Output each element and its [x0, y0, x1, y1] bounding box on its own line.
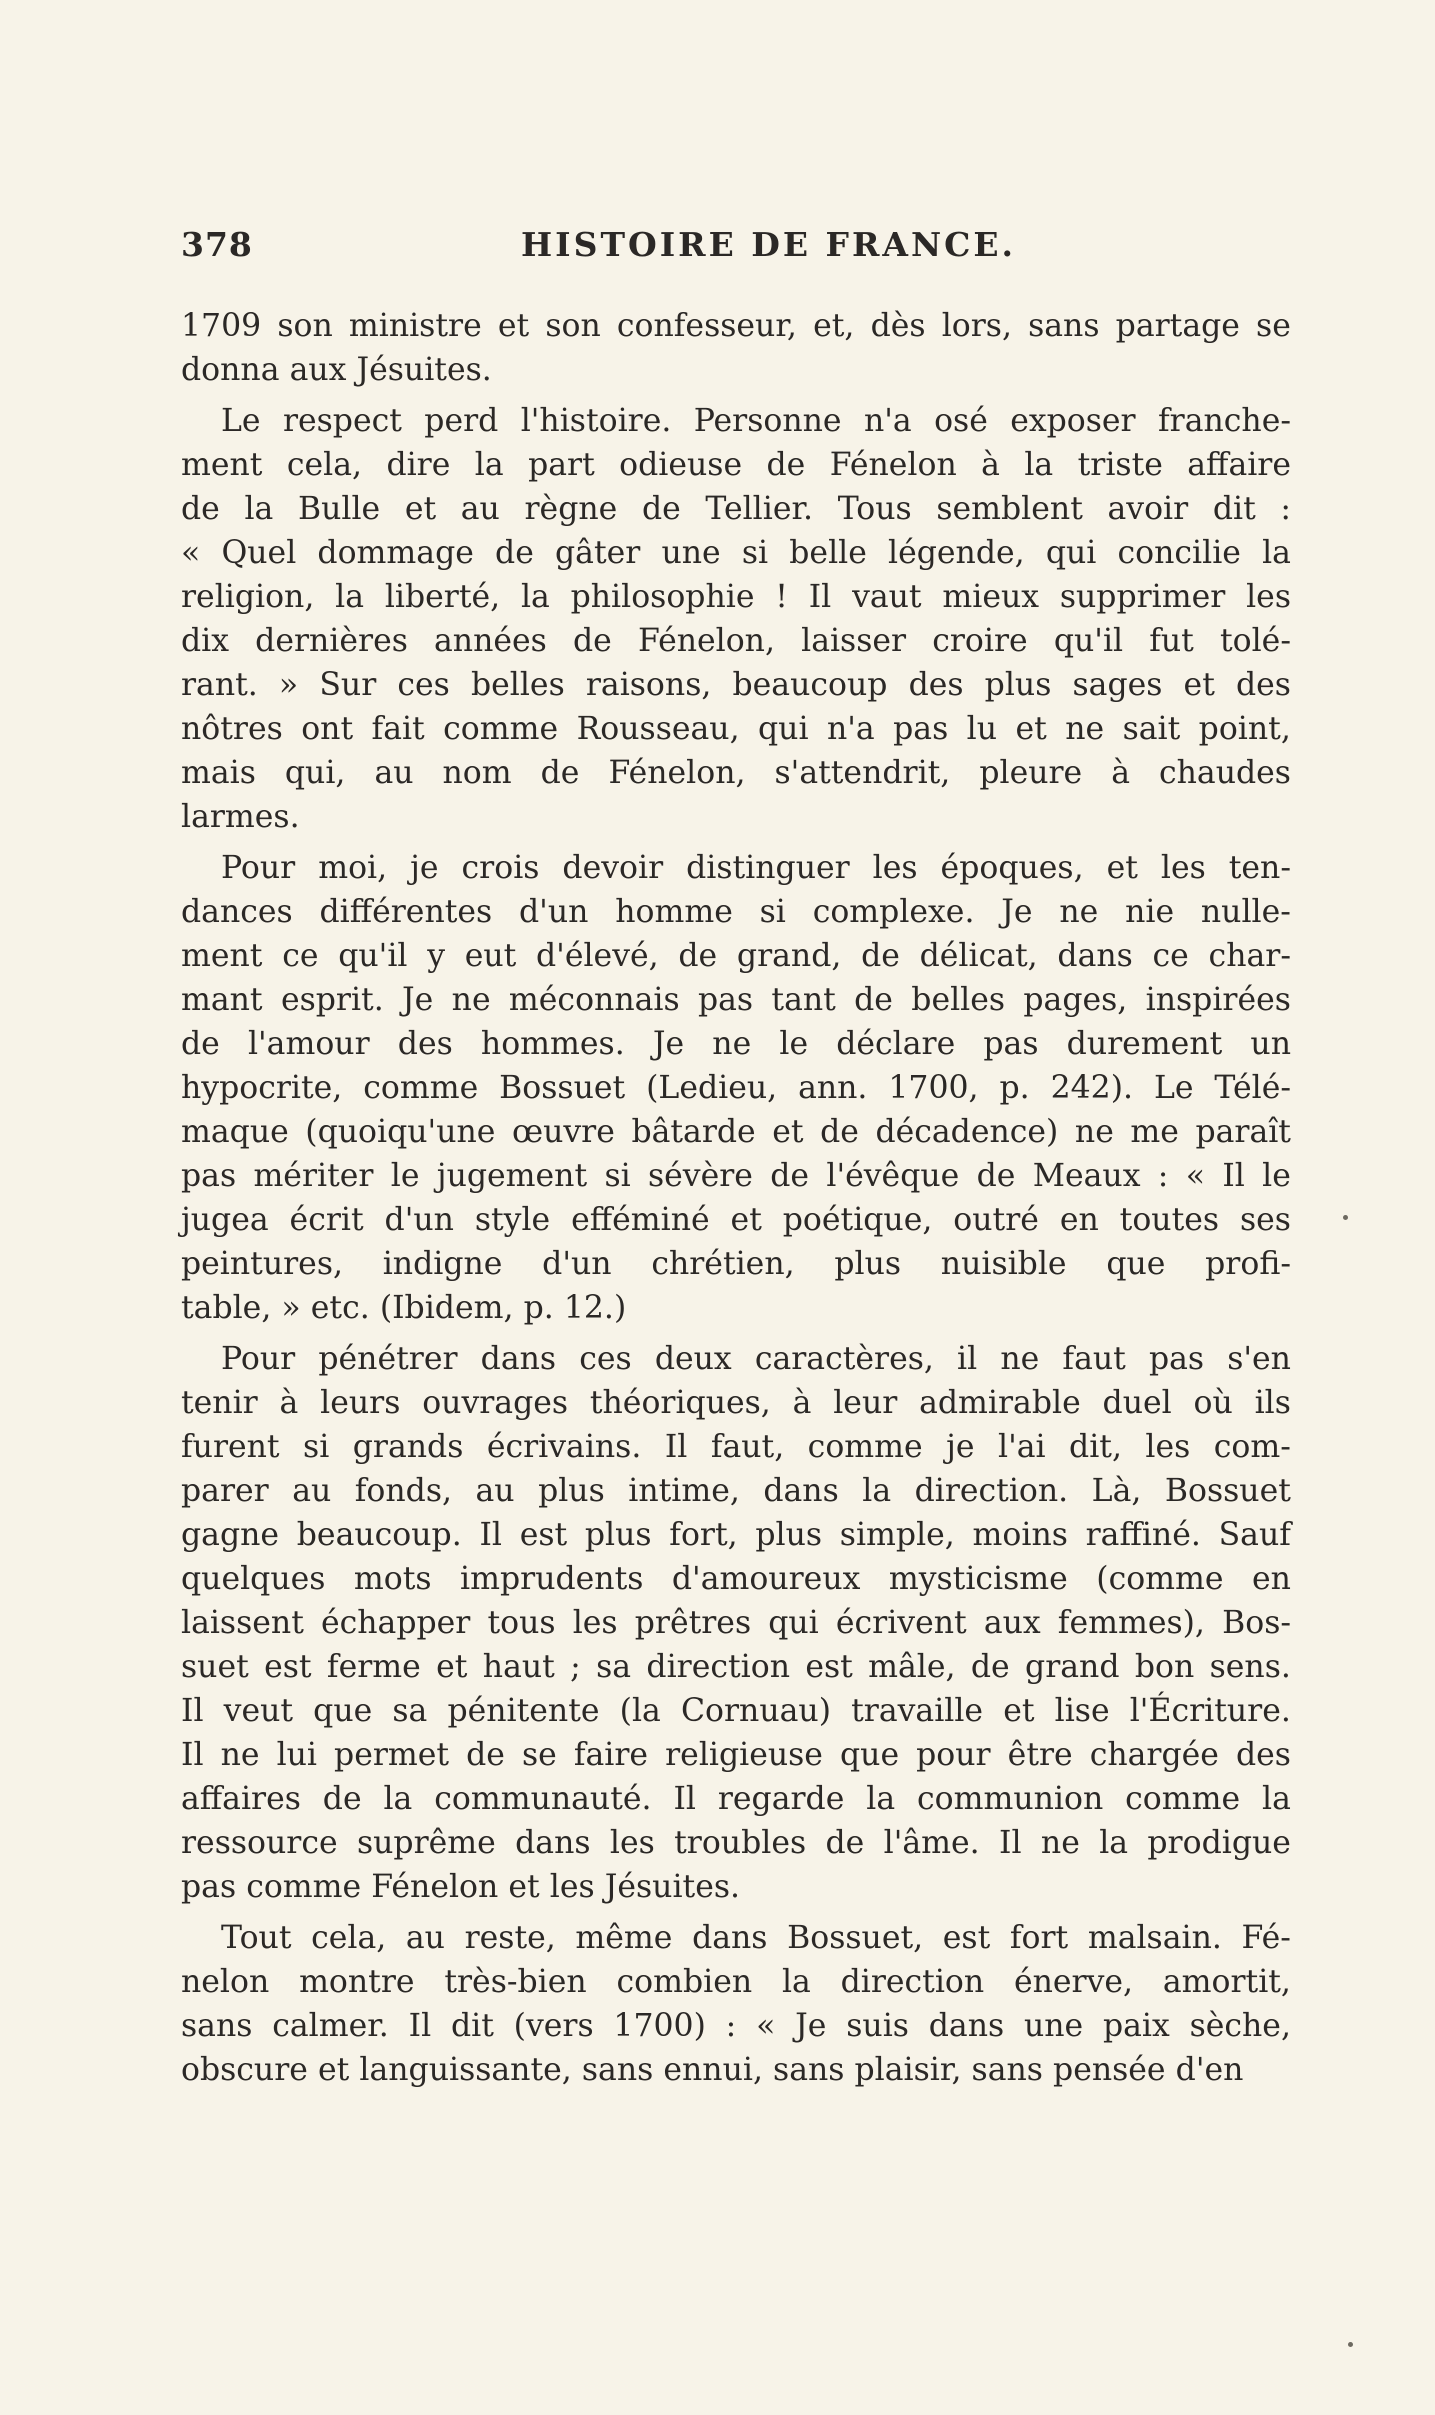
- paragraph-gap: [181, 1909, 1291, 1916]
- text-line: table, » etc. (Ibidem, p. 12.): [181, 1290, 627, 1326]
- text-line: pas mériter le jugement si sévère de l'évêque de Meaux : « Il le: [181, 1158, 1291, 1194]
- paper-speck: [1343, 1215, 1348, 1220]
- text-line: 1709 son ministre et son confesseur, et, dès lors, sans partage se: [181, 308, 1291, 344]
- text-line: jugea écrit d'un style efféminé et poétique, outré en toutes ses: [181, 1202, 1291, 1238]
- paragraph: [181, 304, 1291, 392]
- text-line: « Quel dommage de gâter une si belle légende, qui concilie la: [181, 535, 1291, 571]
- text-line: Il ne lui permet de se faire religieuse que pour être chargée des: [181, 1737, 1291, 1773]
- text-line: dances différentes d'un homme si complexe. Je ne nie nulle-: [181, 894, 1291, 930]
- body-text: [181, 304, 1291, 2092]
- paragraph-gap: [181, 839, 1291, 846]
- text-line: ment cela, dire la part odieuse de Fénelon à la triste affaire: [181, 447, 1291, 483]
- text-line: hypocrite, comme Bossuet (Ledieu, ann. 1700, p. 242). Le Télé-: [181, 1070, 1291, 1106]
- text-line: affaires de la communauté. Il regarde la communion comme la: [181, 1781, 1291, 1817]
- text-line: Il veut que sa pénitente (la Cornuau) travaille et lise l'Écriture.: [181, 1693, 1291, 1729]
- text-line: ment ce qu'il y eut d'élevé, de grand, de délicat, dans ce char-: [181, 938, 1291, 974]
- running-header: [181, 225, 1291, 275]
- running-title: HISTOIRE DE FRANCE.: [521, 225, 1017, 264]
- paragraph: [181, 1337, 1291, 1909]
- paragraph-gap: [181, 392, 1291, 399]
- paragraph: [181, 399, 1291, 839]
- paper-speck: [1348, 2342, 1353, 2347]
- paragraph: [181, 1916, 1291, 2092]
- text-line: nôtres ont fait comme Rousseau, qui n'a pas lu et ne sait point,: [181, 711, 1291, 747]
- text-line: Pour pénétrer dans ces deux caractères, il ne faut pas s'en: [221, 1341, 1291, 1377]
- text-line: laissent échapper tous les prêtres qui écrivent aux femmes), Bos-: [181, 1605, 1291, 1641]
- text-line: gagne beaucoup. Il est plus fort, plus simple, moins raffiné. Sauf: [181, 1517, 1291, 1553]
- paragraph: [181, 846, 1291, 1330]
- page-number: 378: [181, 225, 253, 264]
- paragraph-gap: [181, 1330, 1291, 1337]
- text-line: Pour moi, je crois devoir distinguer les époques, et les ten-: [221, 850, 1291, 886]
- text-line: de l'amour des hommes. Je ne le déclare pas durement un: [181, 1026, 1291, 1062]
- text-line: rant. » Sur ces belles raisons, beaucoup des plus sages et des: [181, 667, 1291, 703]
- text-line: sans calmer. Il dit (vers 1700) : « Je suis dans une paix sèche,: [181, 2008, 1291, 2044]
- text-line: religion, la liberté, la philosophie ! Il vaut mieux supprimer les: [181, 579, 1291, 615]
- text-line: maque (quoiqu'une œuvre bâtarde et de décadence) ne me paraît: [181, 1114, 1291, 1150]
- text-line: obscure et languissante, sans ennui, sans plaisir, sans pensée d'en: [181, 2052, 1244, 2088]
- text-line: mais qui, au nom de Fénelon, s'attendrit, pleure à chaudes: [181, 755, 1291, 791]
- text-line: dix dernières années de Fénelon, laisser croire qu'il fut tolé-: [181, 623, 1291, 659]
- text-line: de la Bulle et au règne de Tellier. Tous semblent avoir dit :: [181, 491, 1291, 527]
- text-line: parer au fonds, au plus intime, dans la direction. Là, Bossuet: [181, 1473, 1291, 1509]
- text-line: pas comme Fénelon et les Jésuites.: [181, 1869, 741, 1905]
- text-line: tenir à leurs ouvrages théoriques, à leur admirable duel où ils: [181, 1385, 1291, 1421]
- text-line: Tout cela, au reste, même dans Bossuet, est fort malsain. Fé-: [221, 1920, 1291, 1956]
- text-line: mant esprit. Je ne méconnais pas tant de belles pages, inspirées: [181, 982, 1291, 1018]
- text-line: Le respect perd l'histoire. Personne n'a osé exposer franche-: [221, 403, 1291, 439]
- text-line: nelon montre très-bien combien la direction énerve, amortit,: [181, 1964, 1291, 2000]
- text-line: ressource suprême dans les troubles de l'âme. Il ne la prodigue: [181, 1825, 1291, 1861]
- text-line: quelques mots imprudents d'amoureux mysticisme (comme en: [181, 1561, 1291, 1597]
- text-line: suet est ferme et haut ; sa direction est mâle, de grand bon sens.: [181, 1649, 1291, 1685]
- text-line: donna aux Jésuites.: [181, 352, 492, 388]
- text-line: furent si grands écrivains. Il faut, comme je l'ai dit, les com-: [181, 1429, 1291, 1465]
- text-line: peintures, indigne d'un chrétien, plus nuisible que profi-: [181, 1246, 1291, 1282]
- text-line: larmes.: [181, 799, 300, 835]
